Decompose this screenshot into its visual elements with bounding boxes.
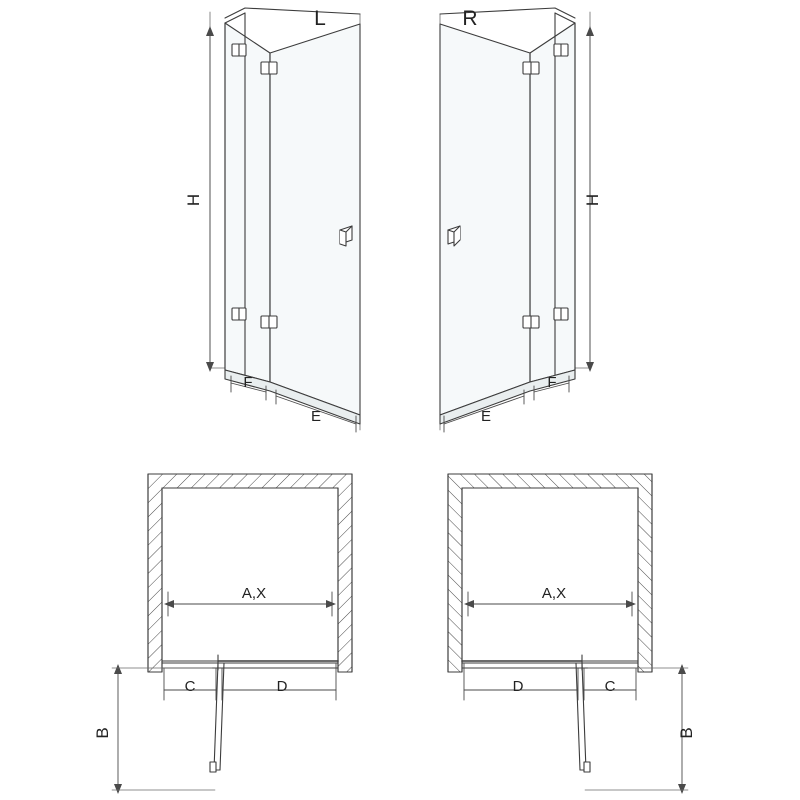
dim-height-left [206, 26, 214, 372]
label-d-left: D [276, 678, 288, 695]
plan-left-view [112, 474, 352, 794]
label-c-left: C [184, 678, 196, 695]
label-height-right: H [583, 193, 602, 207]
label-f-left: F [243, 374, 253, 391]
label-height-left: H [184, 193, 203, 207]
plan-right-view [448, 474, 688, 794]
label-variant-right: R [462, 7, 478, 30]
label-d-right: D [512, 678, 524, 695]
label-ax-left: A,X [241, 585, 267, 602]
dim-b-left [112, 664, 215, 794]
label-ax-right: A,X [541, 585, 567, 602]
label-e-right: E [480, 408, 492, 425]
label-c-right: C [604, 678, 616, 695]
label-e-left: E [310, 408, 322, 425]
elevation-left-view [206, 8, 360, 432]
elevation-right-view [440, 8, 594, 432]
label-b-right: B [677, 727, 696, 739]
label-b-left: B [93, 727, 112, 739]
dim-b-right [585, 664, 688, 794]
label-variant-left: L [314, 7, 326, 30]
label-f-right: F [547, 374, 557, 391]
